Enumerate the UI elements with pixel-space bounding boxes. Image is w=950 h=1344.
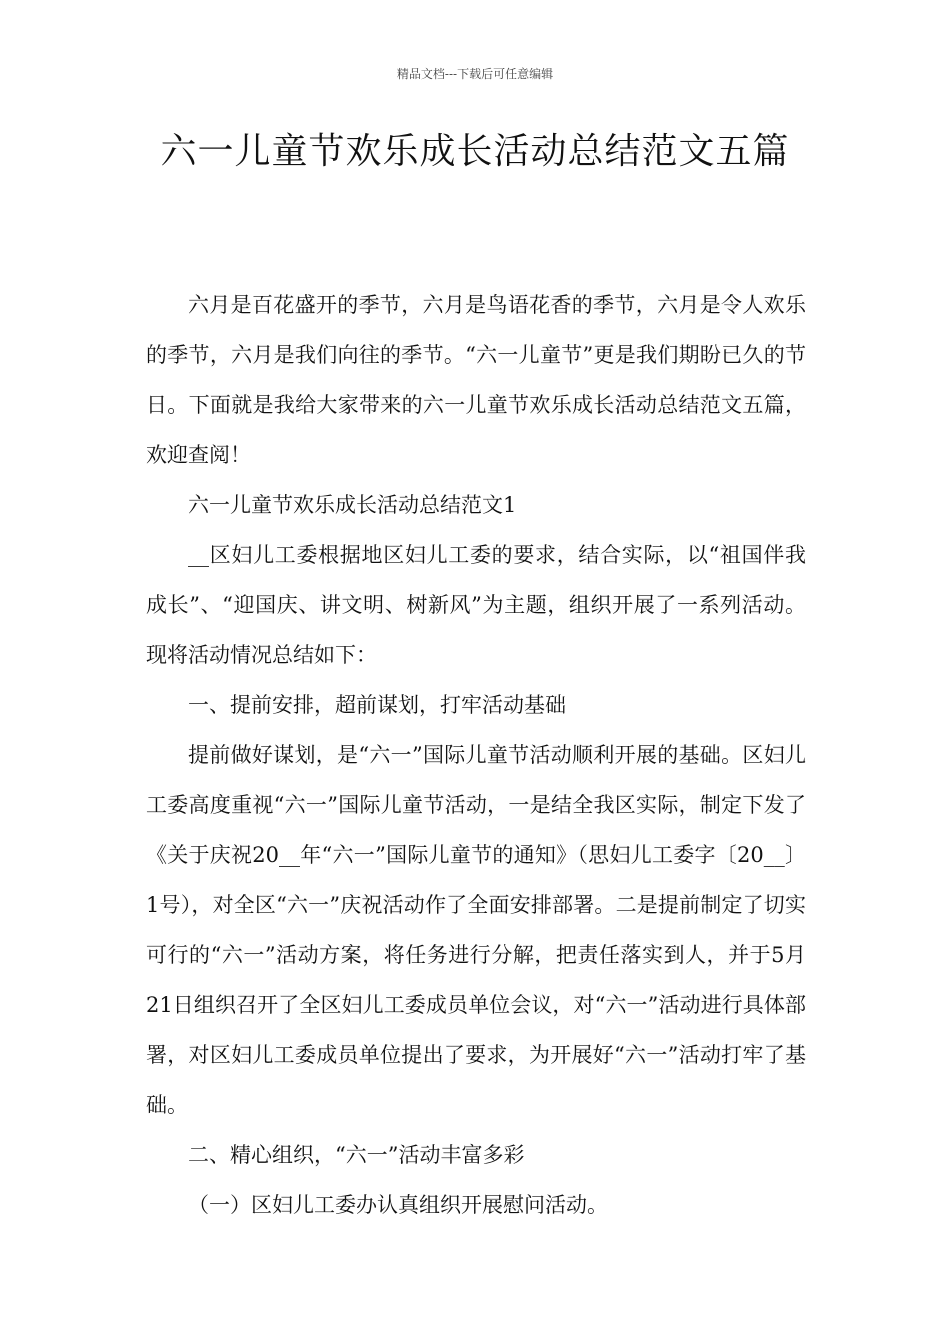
body-paragraph: 提前做好谋划，是“六一”国际儿童节活动顺利开展的基础。区妇儿工委高度重视“六一”国际儿童节活动，一是结全我区实际，制定下发了《关于庆祝20__年“六一”国际儿童节的通知》（思妇儿工委字〔20__〕1号），对全区“六一”庆祝活动作了全面安排部署。二是提前制定了切实可行的“六一”活动方案，将任务进行分解，把责任落实到人，并于5月21日组织召开了全区妇儿工委成员单位会议，对“六一”活动进行具体部署，对区妇儿工委成员单位提出了要求，为开展好“六一”活动打牢了基础。: [146, 743, 806, 1117]
header-note: 精品文档---下载后可任意编辑: [396, 67, 554, 81]
subsection-heading: （一）区妇儿工委办认真组织开展慰问活动。: [188, 1193, 608, 1217]
document-title: 六一儿童节欢乐成长活动总结范文五篇: [160, 131, 790, 172]
section-title: 六一儿童节欢乐成长活动总结范文1: [188, 493, 517, 517]
section-heading: 二、精心组织，“六一”活动丰富多彩: [188, 1143, 525, 1167]
section-heading: 一、提前安排，超前谋划，打牢活动基础: [188, 693, 566, 717]
body-paragraph: __区妇儿工委根据地区妇儿工委的要求，结合实际，以“祖国伴我成长”、“迎国庆、讲文明、树新风”为主题，组织开展了一系列活动。现将活动情况总结如下：: [146, 543, 806, 667]
document-body: [146, 280, 806, 1230]
intro-paragraph: 六月是百花盛开的季节，六月是鸟语花香的季节，六月是令人欢乐的季节，六月是我们向往的季节。“六一儿童节”更是我们期盼已久的节日。下面就是我给大家带来的六一儿童节欢乐成长活动总结范文五篇，欢迎查阅！: [146, 293, 806, 467]
